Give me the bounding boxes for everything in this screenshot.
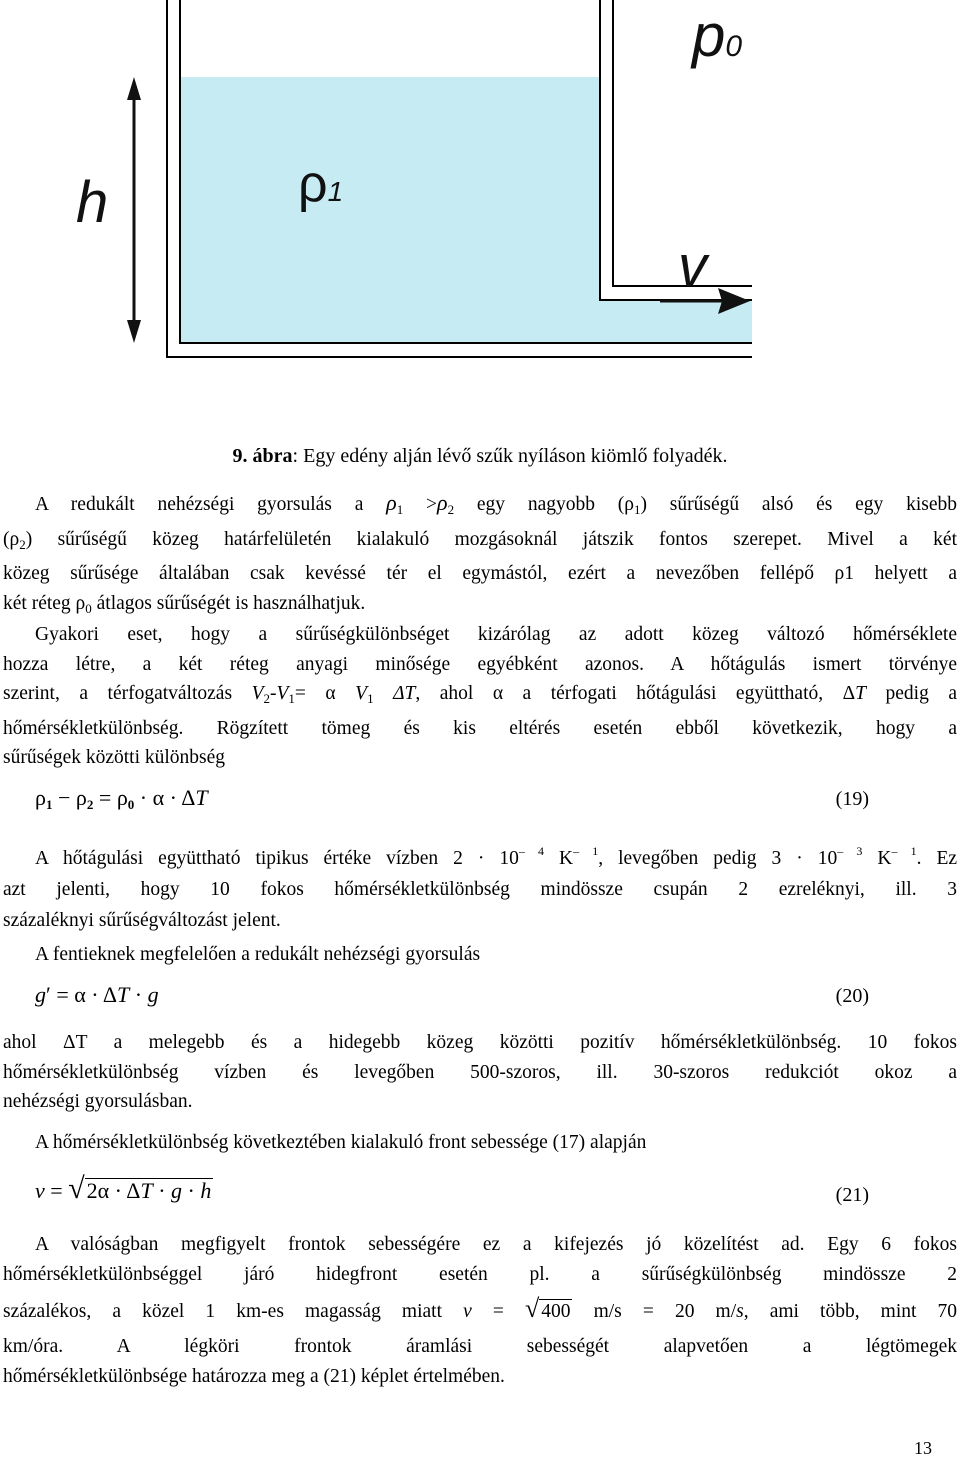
equation-20-number: (20)	[835, 985, 869, 1007]
page-number: 13	[914, 1438, 932, 1458]
label-rho1: ρ1	[298, 155, 344, 213]
paragraph-1: A redukált nehézségi gyorsulás a $\rho_1 >\rho_2$ egy nagyobb $(\rho_1)$ sűrűségű alsó és egy kisebb $(\rho_2)$ sűrűségű közeg határfelületén kialakuló mozgásoknál játszik fontos szerepet. Mivel a két közeg sűrűsége általában csak kevéssé tér el egymástól, ezért a nevezőben fellépő ρ1 helyett a két réteg $\rho_0$ átlagos sűrűségét is használhatjuk.	[3, 490, 958, 616]
label-h: h	[76, 170, 109, 235]
paragraph-5: ahol ΔT a melegebb és a hidegebb közeg közötti pozitív hőmérsékletkülönbség. 10 fokos hőmérsékletkülönbség vízben és levegőben 500-szoros, ill. 30-szoros redukciót okoz a nehézségi gyorsulásban.	[3, 1032, 957, 1113]
equation-21: v = √2α · ΔT · g · h	[35, 1172, 212, 1205]
paragraph-4: A fentieknek megfelelően a redukált nehézségi gyorsulás	[35, 944, 481, 965]
equation-19-number: (19)	[835, 788, 869, 810]
h-arrow	[127, 77, 141, 343]
caption-number: 9. ábra	[232, 445, 293, 467]
paragraph-2: Gyakori eset, hogy a sűrűségkülönbséget kizárólag az adott közeg változó hőmérséklete hozza létre, a két réteg anyagi minősége egyébként azonos. A hőtágulás ismert törvénye szerint, a térfogatváltozás $V_2-V_1= \alpha$ $V_1$ ΔT, ahol α a térfogati hőtágulási együttható, ΔT pedig a hőmérsékletkülönbség. Rögzített tömeg és kis eltérés esetén ebből következik, hogy a sűrűségek közötti különbség	[3, 624, 958, 769]
caption-text: : Egy edény alján lévő szűk nyíláson kiömlő folyadék.	[292, 445, 728, 467]
figure-caption	[0, 445, 960, 468]
equation-19: $\rho_1 - \rho_2 = \rho_0 \cdot \alpha \cdot \Delta T$	[35, 785, 208, 812]
fluid-outlet	[180, 300, 752, 343]
paragraph-7: A valóságban megfigyelt frontok sebességére ez a kifejezés jó közelítést ad. Egy 6 fokos hőmérsékletkülönbséggel járó hidegfront esetén pl. a sűrűségkülönbség mindössze 2 százalékos, a közel 1 km-es magasság miatt v = √ 400 m/s = 20 m/s, ami több, mint 70 km/óra. A légköri frontok áramlási sebességét alapvetően a légtömegek hőmérsékletkülönbsége határozza meg a (21) képlet értelmében.	[3, 1234, 958, 1387]
paragraph-3: A hőtágulási együttható tipikus értéke vízben $2 \cdot 10^{- 4}$ $K^{- 1}$, levegőben pedig $3 \cdot 10^{- 3}$ $K^{- 1}$. Ez azt jelenti, hogy 10 fokos hőmérsékletkülönbség mindössze csupán 2 ezreléknyi, ill. 3 százaléknyi sűrűségváltozást jelent.	[3, 844, 958, 931]
label-v: v	[678, 234, 707, 299]
equation-20: g′ = α · ΔT · g	[35, 982, 159, 1007]
equation-21-number: (21)	[835, 1184, 869, 1206]
paragraph-6: A hőmérsékletkülönbség következtében kialakuló front sebessége (17) alapján	[35, 1132, 647, 1153]
tank-figure	[0, 0, 960, 430]
label-p0: p0	[692, 2, 743, 69]
